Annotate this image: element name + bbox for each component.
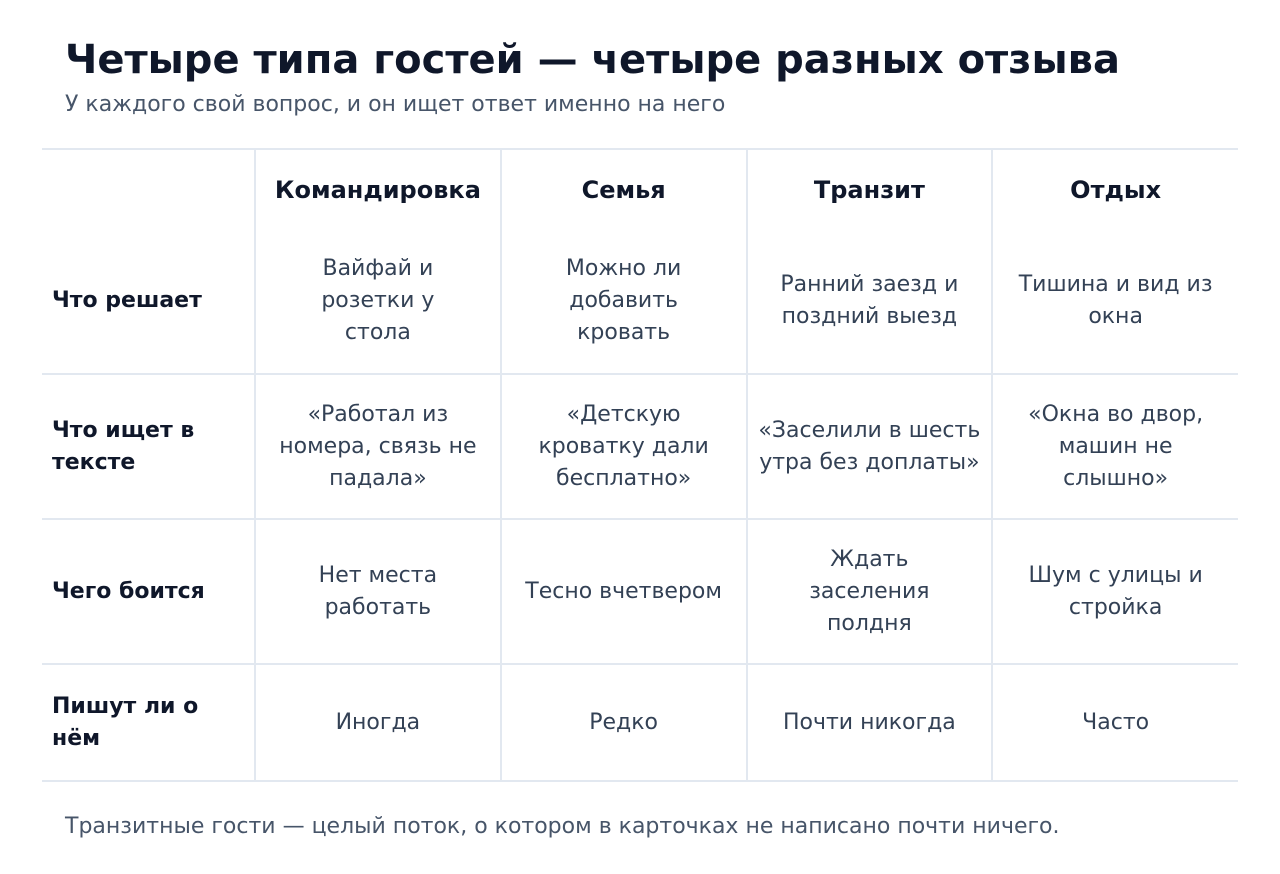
table-cell: Редко: [501, 664, 747, 781]
table-cell: Нет места работать: [255, 519, 501, 664]
table-cell: Часто: [992, 664, 1238, 781]
footnote: Транзитные гости — целый поток, о котором в карточках не написано почти ничего.: [65, 814, 1060, 839]
guest-types-table: [42, 148, 1238, 782]
table-cell: «Работал из номера, связь не падала»: [255, 374, 501, 519]
corner-header-cell: [42, 149, 255, 229]
table-cell: «Окна во двор, машин не слышно»: [992, 374, 1238, 519]
page-title: Четыре типа гостей — четыре разных отзыва: [65, 37, 1120, 83]
column-header-leisure: Отдых: [992, 149, 1238, 229]
row-label-searches-text: Что ищет в тексте: [42, 374, 255, 519]
table-row: [42, 519, 1238, 664]
column-header-transit: Транзит: [747, 149, 993, 229]
table-cell: Иногда: [255, 664, 501, 781]
table-header-row: [42, 149, 1238, 229]
table-row: [42, 229, 1238, 374]
column-header-business-trip: Командировка: [255, 149, 501, 229]
table-cell: Почти никогда: [747, 664, 993, 781]
table-cell: Можно ли добавить кровать: [501, 229, 747, 374]
row-label-writes-about: Пишут ли о нём: [42, 664, 255, 781]
row-label-decides: Что решает: [52, 288, 202, 313]
table-cell: Тесно вчетвером: [501, 519, 747, 664]
table-cell: Тишина и вид из окна: [992, 229, 1238, 374]
table-cell: Ждать заселения полдня: [747, 519, 993, 664]
table-cell: Шум с улицы и стройка: [992, 519, 1238, 664]
table-cell: «Заселили в шесть утра без доплаты»: [747, 374, 993, 519]
table-row: [42, 664, 1238, 781]
table-cell: Вайфай и розетки у стола: [255, 229, 501, 374]
table-cell: «Детскую кроватку дали бесплатно»: [501, 374, 747, 519]
page-subtitle: У каждого свой вопрос, и он ищет ответ именно на него: [65, 92, 726, 117]
table-cell: Ранний заезд и поздний выезд: [747, 229, 993, 374]
row-label-fears: Чего боится: [42, 519, 255, 664]
table-row: [42, 374, 1238, 519]
column-header-family: Семья: [501, 149, 747, 229]
